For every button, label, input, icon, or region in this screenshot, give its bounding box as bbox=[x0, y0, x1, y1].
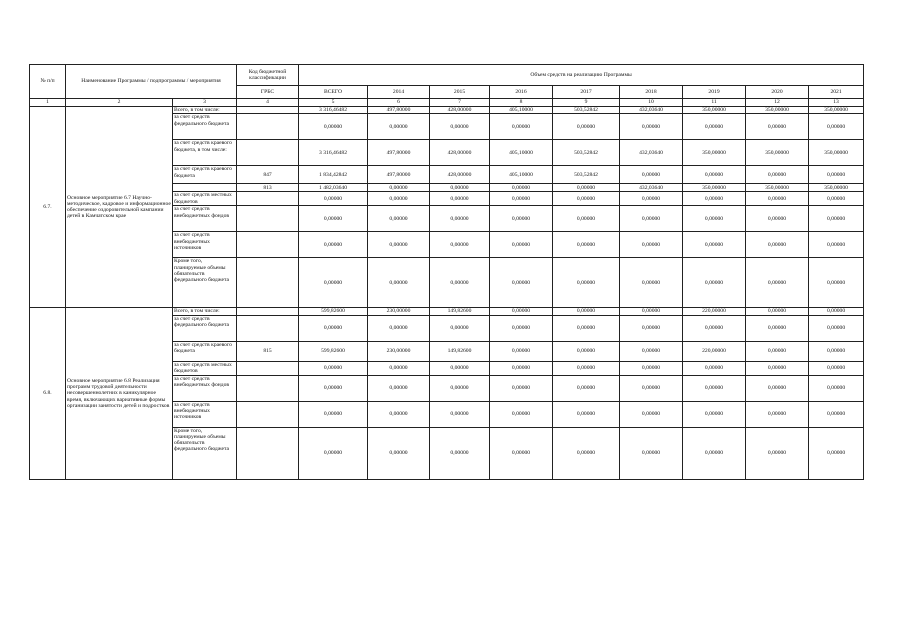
amount-cell: 0,00000 bbox=[683, 192, 746, 206]
funding-source: за счет средств федерального бюджета bbox=[173, 315, 237, 341]
grbs-code bbox=[237, 361, 299, 375]
amount-cell: 230,00000 bbox=[368, 308, 430, 315]
amount-cell: 0,00000 bbox=[746, 427, 809, 479]
amount-cell: 0,00000 bbox=[299, 258, 368, 308]
amount-cell: 0,00000 bbox=[683, 427, 746, 479]
funding-source: за счет средств краевого бюджета, в том числе: bbox=[173, 140, 237, 166]
amount-cell: 350,00000 bbox=[683, 107, 746, 114]
header-year: 2018 bbox=[620, 86, 683, 99]
amount-cell: 0,00000 bbox=[746, 341, 809, 361]
header-year: 2021 bbox=[809, 86, 864, 99]
funding-source: за счет средств краевого бюджета bbox=[173, 341, 237, 361]
amount-cell: 0,00000 bbox=[620, 361, 683, 375]
amount-cell: 0,00000 bbox=[809, 192, 864, 206]
amount-cell: 230,00000 bbox=[368, 341, 430, 361]
funding-source: за счет средств внебюджетных фондов bbox=[173, 375, 237, 401]
amount-cell: 0,00000 bbox=[809, 166, 864, 184]
amount-cell: 0,00000 bbox=[368, 315, 430, 341]
funding-source: Кроме того, планируемые объемы обязательств федерального бюджета bbox=[173, 258, 237, 308]
budget-table bbox=[29, 64, 864, 480]
amount-cell: 0,00000 bbox=[368, 232, 430, 258]
amount-cell: 3 316,46482 bbox=[299, 107, 368, 114]
amount-cell: 0,00000 bbox=[553, 206, 620, 232]
header-year: ВСЕГО bbox=[299, 86, 368, 99]
amount-cell: 0,00000 bbox=[553, 308, 620, 315]
amount-cell: 0,00000 bbox=[746, 258, 809, 308]
section-number: 6.8. bbox=[30, 308, 66, 479]
amount-cell: 0,00000 bbox=[746, 232, 809, 258]
amount-cell: 3 316,46482 bbox=[299, 140, 368, 166]
grbs-code: 813 bbox=[237, 184, 299, 192]
amount-cell: 350,00000 bbox=[809, 107, 864, 114]
amount-cell: 0,00000 bbox=[553, 114, 620, 140]
amount-cell: 0,00000 bbox=[490, 258, 553, 308]
amount-cell: 0,00000 bbox=[368, 114, 430, 140]
column-number: 4 bbox=[237, 99, 299, 107]
amount-cell: 0,00000 bbox=[430, 184, 490, 192]
amount-cell: 0,00000 bbox=[683, 258, 746, 308]
amount-cell: 0,00000 bbox=[490, 308, 553, 315]
column-number: 10 bbox=[620, 99, 683, 107]
funding-source: за счет средств внебюджетных фондов bbox=[173, 206, 237, 232]
amount-cell: 0,00000 bbox=[553, 315, 620, 341]
amount-cell: 350,00000 bbox=[746, 107, 809, 114]
header-num: № п/п bbox=[30, 65, 66, 99]
amount-cell: 350,00000 bbox=[746, 140, 809, 166]
amount-cell: 0,00000 bbox=[620, 401, 683, 427]
amount-cell: 503,52842 bbox=[553, 107, 620, 114]
amount-cell: 0,00000 bbox=[299, 192, 368, 206]
amount-cell: 0,00000 bbox=[430, 361, 490, 375]
amount-cell: 0,00000 bbox=[553, 258, 620, 308]
amount-cell: 0,00000 bbox=[746, 192, 809, 206]
amount-cell: 0,00000 bbox=[299, 401, 368, 427]
amount-cell: 0,00000 bbox=[299, 427, 368, 479]
column-number: 5 bbox=[299, 99, 368, 107]
amount-cell: 0,00000 bbox=[299, 315, 368, 341]
amount-cell: 0,00000 bbox=[490, 206, 553, 232]
amount-cell: 0,00000 bbox=[746, 206, 809, 232]
amount-cell: 0,00000 bbox=[299, 361, 368, 375]
grbs-code bbox=[237, 315, 299, 341]
amount-cell: 0,00000 bbox=[430, 114, 490, 140]
funding-source: за счет средств внебюджетных источников bbox=[173, 232, 237, 258]
grbs-code bbox=[237, 192, 299, 206]
amount-cell: 0,00000 bbox=[809, 361, 864, 375]
column-number: 7 bbox=[430, 99, 490, 107]
amount-cell: 0,00000 bbox=[430, 401, 490, 427]
amount-cell: 0,00000 bbox=[809, 206, 864, 232]
amount-cell: 0,00000 bbox=[430, 315, 490, 341]
header-year: 2020 bbox=[746, 86, 809, 99]
amount-cell: 432,03640 bbox=[620, 184, 683, 192]
amount-cell: 428,00000 bbox=[430, 140, 490, 166]
amount-cell: 0,00000 bbox=[620, 341, 683, 361]
funding-source: за счет средств местных бюджетов bbox=[173, 361, 237, 375]
amount-cell: 0,00000 bbox=[683, 232, 746, 258]
amount-cell: 0,00000 bbox=[299, 114, 368, 140]
header-code: Код бюджетной классификации bbox=[237, 65, 299, 86]
amount-cell: 0,00000 bbox=[683, 114, 746, 140]
amount-cell: 0,00000 bbox=[620, 192, 683, 206]
amount-cell: 599,82600 bbox=[299, 341, 368, 361]
header-volume: Объем средств на реализацию Программы bbox=[299, 65, 864, 86]
amount-cell: 350,00000 bbox=[683, 140, 746, 166]
amount-cell: 0,00000 bbox=[430, 258, 490, 308]
amount-cell: 350,00000 bbox=[809, 184, 864, 192]
amount-cell: 0,00000 bbox=[809, 308, 864, 315]
amount-cell: 0,00000 bbox=[809, 401, 864, 427]
amount-cell: 0,00000 bbox=[553, 232, 620, 258]
amount-cell: 0,00000 bbox=[368, 192, 430, 206]
amount-cell: 0,00000 bbox=[683, 401, 746, 427]
amount-cell: 0,00000 bbox=[553, 184, 620, 192]
amount-cell: 428,00000 bbox=[430, 166, 490, 184]
amount-cell: 503,52842 bbox=[553, 140, 620, 166]
amount-cell: 0,00000 bbox=[490, 375, 553, 401]
amount-cell: 0,00000 bbox=[809, 315, 864, 341]
amount-cell: 0,00000 bbox=[809, 258, 864, 308]
amount-cell: 0,00000 bbox=[620, 206, 683, 232]
amount-cell: 0,00000 bbox=[490, 184, 553, 192]
amount-cell: 0,00000 bbox=[490, 232, 553, 258]
funding-source: за счет средств внебюджетных источников bbox=[173, 401, 237, 427]
amount-cell: 0,00000 bbox=[746, 361, 809, 375]
amount-cell: 149,82600 bbox=[430, 308, 490, 315]
amount-cell: 0,00000 bbox=[430, 192, 490, 206]
amount-cell: 0,00000 bbox=[430, 206, 490, 232]
amount-cell: 1 834,42842 bbox=[299, 166, 368, 184]
column-number: 11 bbox=[683, 99, 746, 107]
amount-cell: 0,00000 bbox=[683, 315, 746, 341]
amount-cell: 220,00000 bbox=[683, 341, 746, 361]
amount-cell: 0,00000 bbox=[430, 375, 490, 401]
grbs-code bbox=[237, 107, 299, 114]
amount-cell: 0,00000 bbox=[490, 427, 553, 479]
amount-cell: 0,00000 bbox=[368, 361, 430, 375]
amount-cell: 350,00000 bbox=[746, 184, 809, 192]
amount-cell: 0,00000 bbox=[368, 427, 430, 479]
header-name: Наименование Программы / подпрограммы / мероприятия bbox=[66, 65, 237, 99]
amount-cell: 0,00000 bbox=[490, 315, 553, 341]
amount-cell: 0,00000 bbox=[490, 341, 553, 361]
amount-cell: 0,00000 bbox=[368, 258, 430, 308]
amount-cell: 0,00000 bbox=[553, 341, 620, 361]
grbs-code bbox=[237, 114, 299, 140]
grbs-code bbox=[237, 206, 299, 232]
amount-cell: 0,00000 bbox=[620, 315, 683, 341]
amount-cell: 350,00000 bbox=[809, 140, 864, 166]
amount-cell: 0,00000 bbox=[553, 401, 620, 427]
amount-cell: 432,03640 bbox=[620, 140, 683, 166]
amount-cell: 0,00000 bbox=[430, 232, 490, 258]
amount-cell: 0,00000 bbox=[683, 361, 746, 375]
amount-cell: 0,00000 bbox=[809, 232, 864, 258]
amount-cell: 0,00000 bbox=[620, 308, 683, 315]
amount-cell: 0,00000 bbox=[368, 401, 430, 427]
grbs-code bbox=[237, 232, 299, 258]
amount-cell: 405,10000 bbox=[490, 166, 553, 184]
amount-cell: 0,00000 bbox=[490, 401, 553, 427]
funding-source: за счет средств местных бюджетов bbox=[173, 192, 237, 206]
grbs-code bbox=[237, 258, 299, 308]
amount-cell: 0,00000 bbox=[683, 206, 746, 232]
amount-cell: 0,00000 bbox=[620, 427, 683, 479]
header-grbs: ГРБС bbox=[237, 86, 299, 99]
grbs-code: 847 bbox=[237, 166, 299, 184]
amount-cell: 405,10000 bbox=[490, 140, 553, 166]
amount-cell: 0,00000 bbox=[553, 375, 620, 401]
header-year: 2017 bbox=[553, 86, 620, 99]
amount-cell: 0,00000 bbox=[299, 232, 368, 258]
amount-cell: 0,00000 bbox=[746, 315, 809, 341]
amount-cell: 0,00000 bbox=[620, 114, 683, 140]
amount-cell: 0,00000 bbox=[490, 192, 553, 206]
column-number: 6 bbox=[368, 99, 430, 107]
amount-cell: 405,10000 bbox=[490, 107, 553, 114]
column-number: 1 bbox=[30, 99, 66, 107]
column-number: 12 bbox=[746, 99, 809, 107]
amount-cell: 0,00000 bbox=[553, 192, 620, 206]
grbs-code bbox=[237, 427, 299, 479]
table-row bbox=[30, 107, 864, 114]
amount-cell: 0,00000 bbox=[620, 166, 683, 184]
amount-cell: 428,00000 bbox=[430, 107, 490, 114]
amount-cell: 503,52842 bbox=[553, 166, 620, 184]
amount-cell: 0,00000 bbox=[430, 427, 490, 479]
column-number: 3 bbox=[173, 99, 237, 107]
amount-cell: 0,00000 bbox=[368, 206, 430, 232]
amount-cell: 497,80000 bbox=[368, 166, 430, 184]
amount-cell: 0,00000 bbox=[746, 166, 809, 184]
grbs-code bbox=[237, 140, 299, 166]
table-row bbox=[30, 308, 864, 315]
column-number: 9 bbox=[553, 99, 620, 107]
amount-cell: 0,00000 bbox=[553, 361, 620, 375]
funding-source: за счет средств федерального бюджета bbox=[173, 114, 237, 140]
funding-source: Всего, в том числе: bbox=[173, 107, 237, 114]
section-name: Основное мероприятие 6.8 Реализация программ трудовой деятельности несовершеннолетних в каникулярное время, включающих вариативные формы организации занятости детей и подростков bbox=[66, 308, 173, 479]
amount-cell: 497,80000 bbox=[368, 107, 430, 114]
amount-cell: 432,03640 bbox=[620, 107, 683, 114]
section-number: 6.7. bbox=[30, 107, 66, 308]
header-year: 2015 bbox=[430, 86, 490, 99]
header-year: 2016 bbox=[490, 86, 553, 99]
header-year: 2014 bbox=[368, 86, 430, 99]
amount-cell: 0,00000 bbox=[746, 375, 809, 401]
amount-cell: 0,00000 bbox=[746, 308, 809, 315]
column-number: 2 bbox=[66, 99, 173, 107]
section-name: Основное мероприятие 6.7 Научно-методическое, кадровое и информационное обеспечение оздоровительной кампании детей в Камчатском крае bbox=[66, 107, 173, 308]
amount-cell: 0,00000 bbox=[299, 375, 368, 401]
amount-cell: 0,00000 bbox=[809, 427, 864, 479]
grbs-code bbox=[237, 375, 299, 401]
amount-cell: 0,00000 bbox=[368, 375, 430, 401]
funding-source bbox=[173, 184, 237, 192]
amount-cell: 599,82600 bbox=[299, 308, 368, 315]
amount-cell: 0,00000 bbox=[746, 401, 809, 427]
amount-cell: 0,00000 bbox=[620, 232, 683, 258]
amount-cell: 0,00000 bbox=[620, 258, 683, 308]
amount-cell: 0,00000 bbox=[368, 184, 430, 192]
column-numbers-row bbox=[30, 99, 864, 107]
amount-cell: 0,00000 bbox=[299, 206, 368, 232]
amount-cell: 0,00000 bbox=[553, 427, 620, 479]
amount-cell: 350,00000 bbox=[683, 184, 746, 192]
amount-cell: 1 482,03640 bbox=[299, 184, 368, 192]
amount-cell: 0,00000 bbox=[620, 375, 683, 401]
grbs-code: 815 bbox=[237, 341, 299, 361]
funding-source: Всего, в том числе: bbox=[173, 308, 237, 315]
amount-cell: 0,00000 bbox=[683, 166, 746, 184]
column-number: 13 bbox=[809, 99, 864, 107]
amount-cell: 0,00000 bbox=[490, 361, 553, 375]
amount-cell: 0,00000 bbox=[809, 114, 864, 140]
amount-cell: 149,82600 bbox=[430, 341, 490, 361]
amount-cell: 0,00000 bbox=[490, 114, 553, 140]
funding-source: Кроме того, планируемые объемы обязательств федерального бюджета bbox=[173, 427, 237, 479]
grbs-code bbox=[237, 401, 299, 427]
amount-cell: 0,00000 bbox=[683, 375, 746, 401]
amount-cell: 0,00000 bbox=[746, 114, 809, 140]
amount-cell: 497,80000 bbox=[368, 140, 430, 166]
funding-source: за счет средств краевого бюджета bbox=[173, 166, 237, 184]
grbs-code bbox=[237, 308, 299, 315]
amount-cell: 220,00000 bbox=[683, 308, 746, 315]
amount-cell: 0,00000 bbox=[809, 341, 864, 361]
amount-cell: 0,00000 bbox=[809, 375, 864, 401]
header-year: 2019 bbox=[683, 86, 746, 99]
column-number: 8 bbox=[490, 99, 553, 107]
